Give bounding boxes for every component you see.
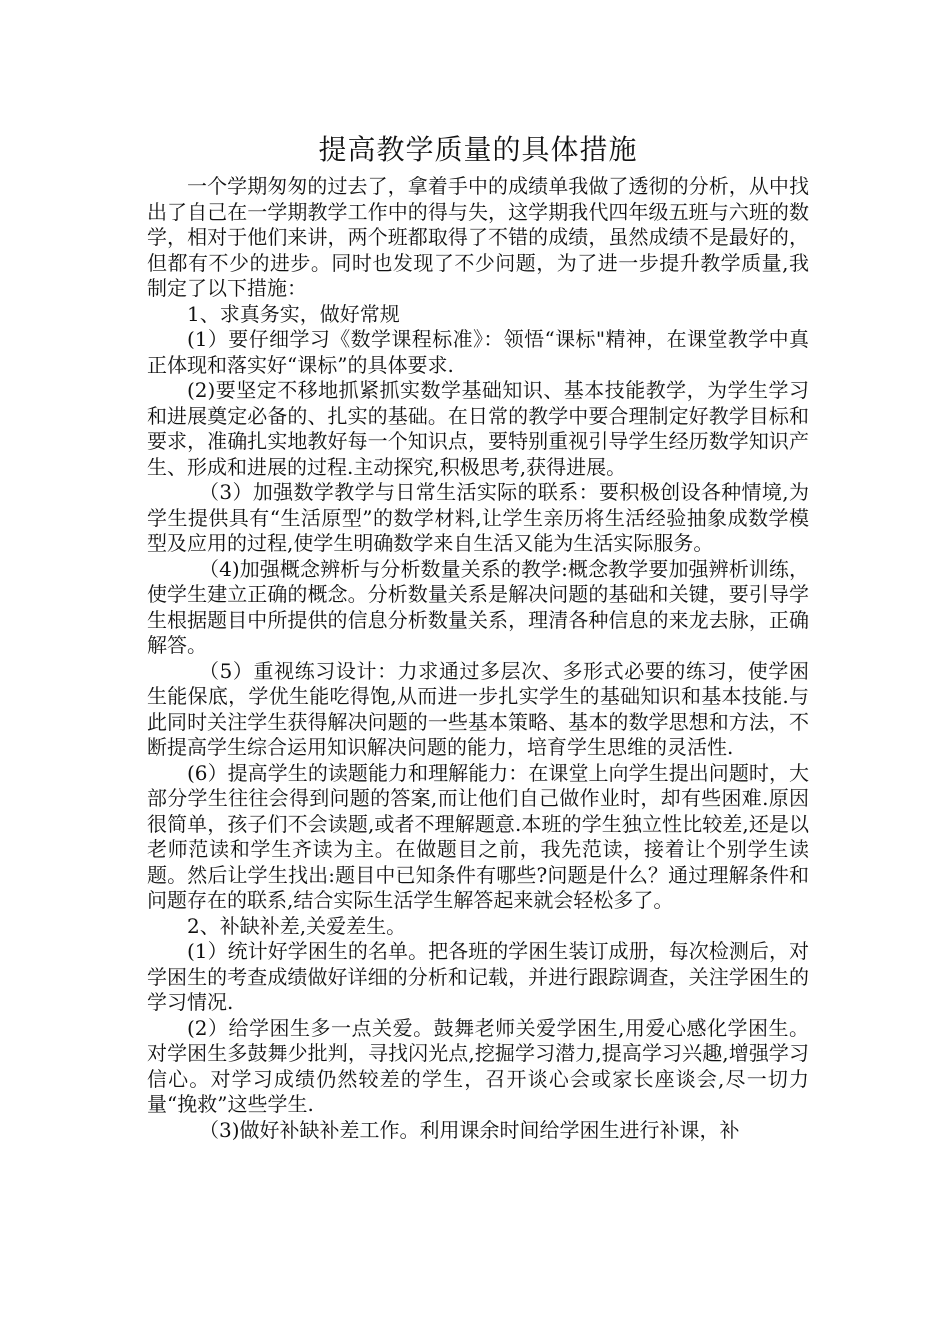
document-page <box>147 128 809 1143</box>
measure-1-3: （3）加强数学教学与日常生活实际的联系：要积极创设各种情境,为学生提供具有“生活原型”的数学材料,让学生亲历将生活经验抽象成数学模型及应用的过程,使学生明确数学来自生活又能为生活实际服务。 <box>147 480 809 555</box>
measure-2-1: (1）统计好学困生的名单。把各班的学困生装订成册，每次检测后，对学困生的考查成绩做好详细的分析和记载，并进行跟踪调查，关注学困生的学习情况. <box>147 939 809 1014</box>
measure-1-6: (6）提高学生的读题能力和理解能力：在课堂上向学生提出问题时，大部分学生往往会得到问题的答案,而让他们自己做作业时，却有些困难.原因很简单，孩子们不会读题,或者不理解题意.本班的学生独立性比较差,还是以老师范读和学生齐读为主。在做题目之前，我先范读，接着让个别学生读题。然后让学生找出:题目中已知条件有哪些?问题是什么？通过理解条件和问题存在的联系,结合实际生活学生解答起来就会轻松多了。 <box>147 760 809 912</box>
measure-2-3: （3)做好补缺补差工作。利用课余时间给学困生进行补课，补 <box>199 1117 740 1142</box>
measure-1-2: (2)要坚定不移地抓紧抓实数学基础知识、基本技能教学，为学生学习和进展奠定必备的、扎实的基础。在日常的教学中要合理制定好教学目标和要求，准确扎实地教好每一个知识点，要特别重视引导学生经历数学知识产生、形成和进展的过程.主动探究,积极思考,获得进展。 <box>147 378 809 479</box>
intro-paragraph: 一个学期匆匆的过去了，拿着手中的成绩单我做了透彻的分析，从中找出了自己在一学期教学工作中的得与失，这学期我代四年级五班与六班的数学，相对于他们来讲，两个班都取得了不错的成绩，虽然成绩不是最好的，但都有不少的进步。同时也发现了不少问题，为了进一步提升教学质量,我制定了以下措施： <box>147 174 809 300</box>
measure-2-2: (2）给学困生多一点关爱。鼓舞老师关爱学困生,用爱心感化学困生。对学困生多鼓舞少批判，寻找闪光点,挖掘学习潜力,提高学习兴趣,增强学习信心。对学习成绩仍然较差的学生，召开谈心会或家长座谈会,尽一切力量“挽救”这些学生. <box>147 1015 809 1116</box>
measure-1-1: (1）要仔细学习《数学课程标准》：领悟“课标"精神，在课堂教学中真正体现和落实好“课标”的具体要求. <box>147 327 809 377</box>
section-heading-1: 1、求真务实，做好常规 <box>187 301 400 326</box>
measure-1-4: （4)加强概念辨析与分析数量关系的教学:概念教学要加强辨析训练，使学生建立正确的概念。分析数量关系是解决问题的基础和关键，要引导学生根据题目中所提供的信息分析数量关系，理清各种信息的来龙去脉，正确解答。 <box>147 556 809 657</box>
measure-1-5: （5）重视练习设计：力求通过多层次、多形式必要的练习，使学困生能保底，学优生能吃得饱,从而进一步扎实学生的基础知识和基本技能.与此同时关注学生获得解决问题的一些基本策略、基本的数学思想和方法，不断提高学生综合运用知识解决问题的能力，培育学生思维的灵活性. <box>147 658 809 759</box>
section-heading-2: 2、补缺补差,关爱差生。 <box>187 913 407 938</box>
document-title: 提高教学质量的具体措施 <box>318 133 638 166</box>
